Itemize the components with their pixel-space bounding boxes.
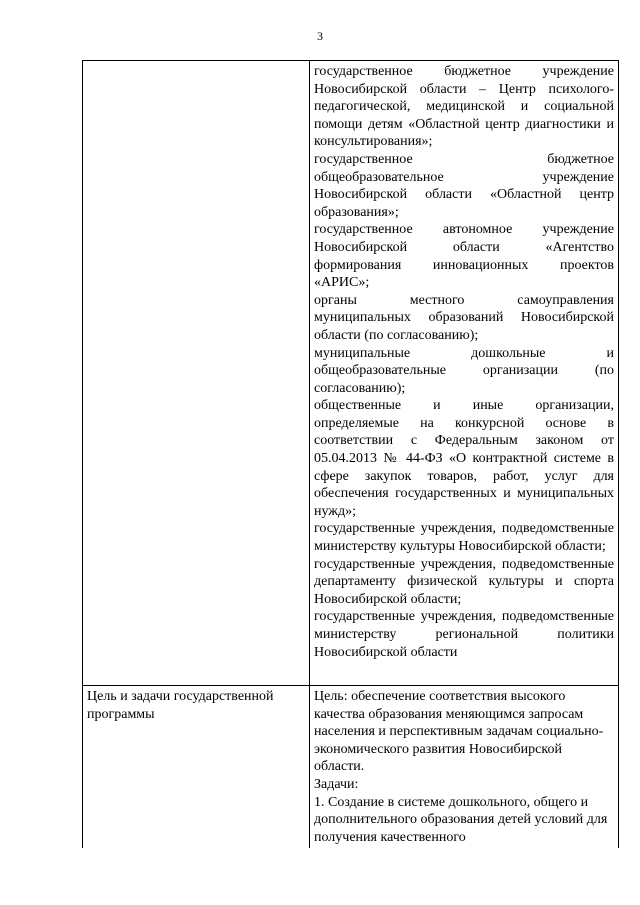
executor-item: муниципальные дошкольные и общеобразовательные организации (по согласованию); bbox=[314, 345, 614, 396]
table-row bbox=[83, 61, 619, 686]
executors-cell bbox=[310, 61, 619, 686]
executor-item: государственное бюджетное учреждение Новосибирской области – Центр психолого-педагогической, медицинской и социальной помощи детям «Областной центр диагностики и консультирования»; bbox=[314, 64, 614, 150]
page-number: 3 bbox=[317, 29, 323, 43]
executor-item: государственное автономное учреждение Новосибирской области «Агентство формирования инновационных проектов «АРИС»; bbox=[314, 222, 614, 291]
goals-cell bbox=[310, 686, 619, 849]
tasks-label: Задачи: bbox=[314, 776, 359, 792]
executor-item: государственное бюджетное общеобразовательное учреждение Новосибирской области «Областной центр образования»; bbox=[314, 151, 614, 220]
executor-item: государственные учреждения, подведомственные министерству региональной политики Новосибирской области bbox=[314, 609, 614, 660]
executor-item: органы местного самоуправления муниципальных образований Новосибирской области (по согласованию); bbox=[314, 292, 614, 343]
executor-item: государственные учреждения, подведомственные департаменту физической культуры и спорта Новосибирской области; bbox=[314, 556, 614, 607]
row-label-cell: Цель и задачи государственной программы bbox=[83, 686, 310, 849]
table-row bbox=[83, 686, 619, 849]
executor-item: государственные учреждения, подведомственные министерству культуры Новосибирской области; bbox=[314, 521, 614, 555]
task-item: 1. Создание в системе дошкольного, общего и дополнительного образования детей условий для получения качественного bbox=[314, 794, 608, 845]
executor-item: общественные и иные организации, определяемые на конкурсной основе в соответствии с Федеральным законом от 05.04.2013 № 44-ФЗ «О контрактной системе в сфере закупок товаров, работ, услуг для обеспечения государственных и муниципальных нужд»; bbox=[314, 398, 614, 519]
program-passport-table bbox=[82, 60, 619, 848]
row-label-cell bbox=[83, 61, 310, 686]
goal-text: Цель: обеспечение соответствия высокого качества образования меняющимся запросам населения и перспективным задачам социально-экономического развития Новосибирской области. bbox=[314, 689, 604, 775]
